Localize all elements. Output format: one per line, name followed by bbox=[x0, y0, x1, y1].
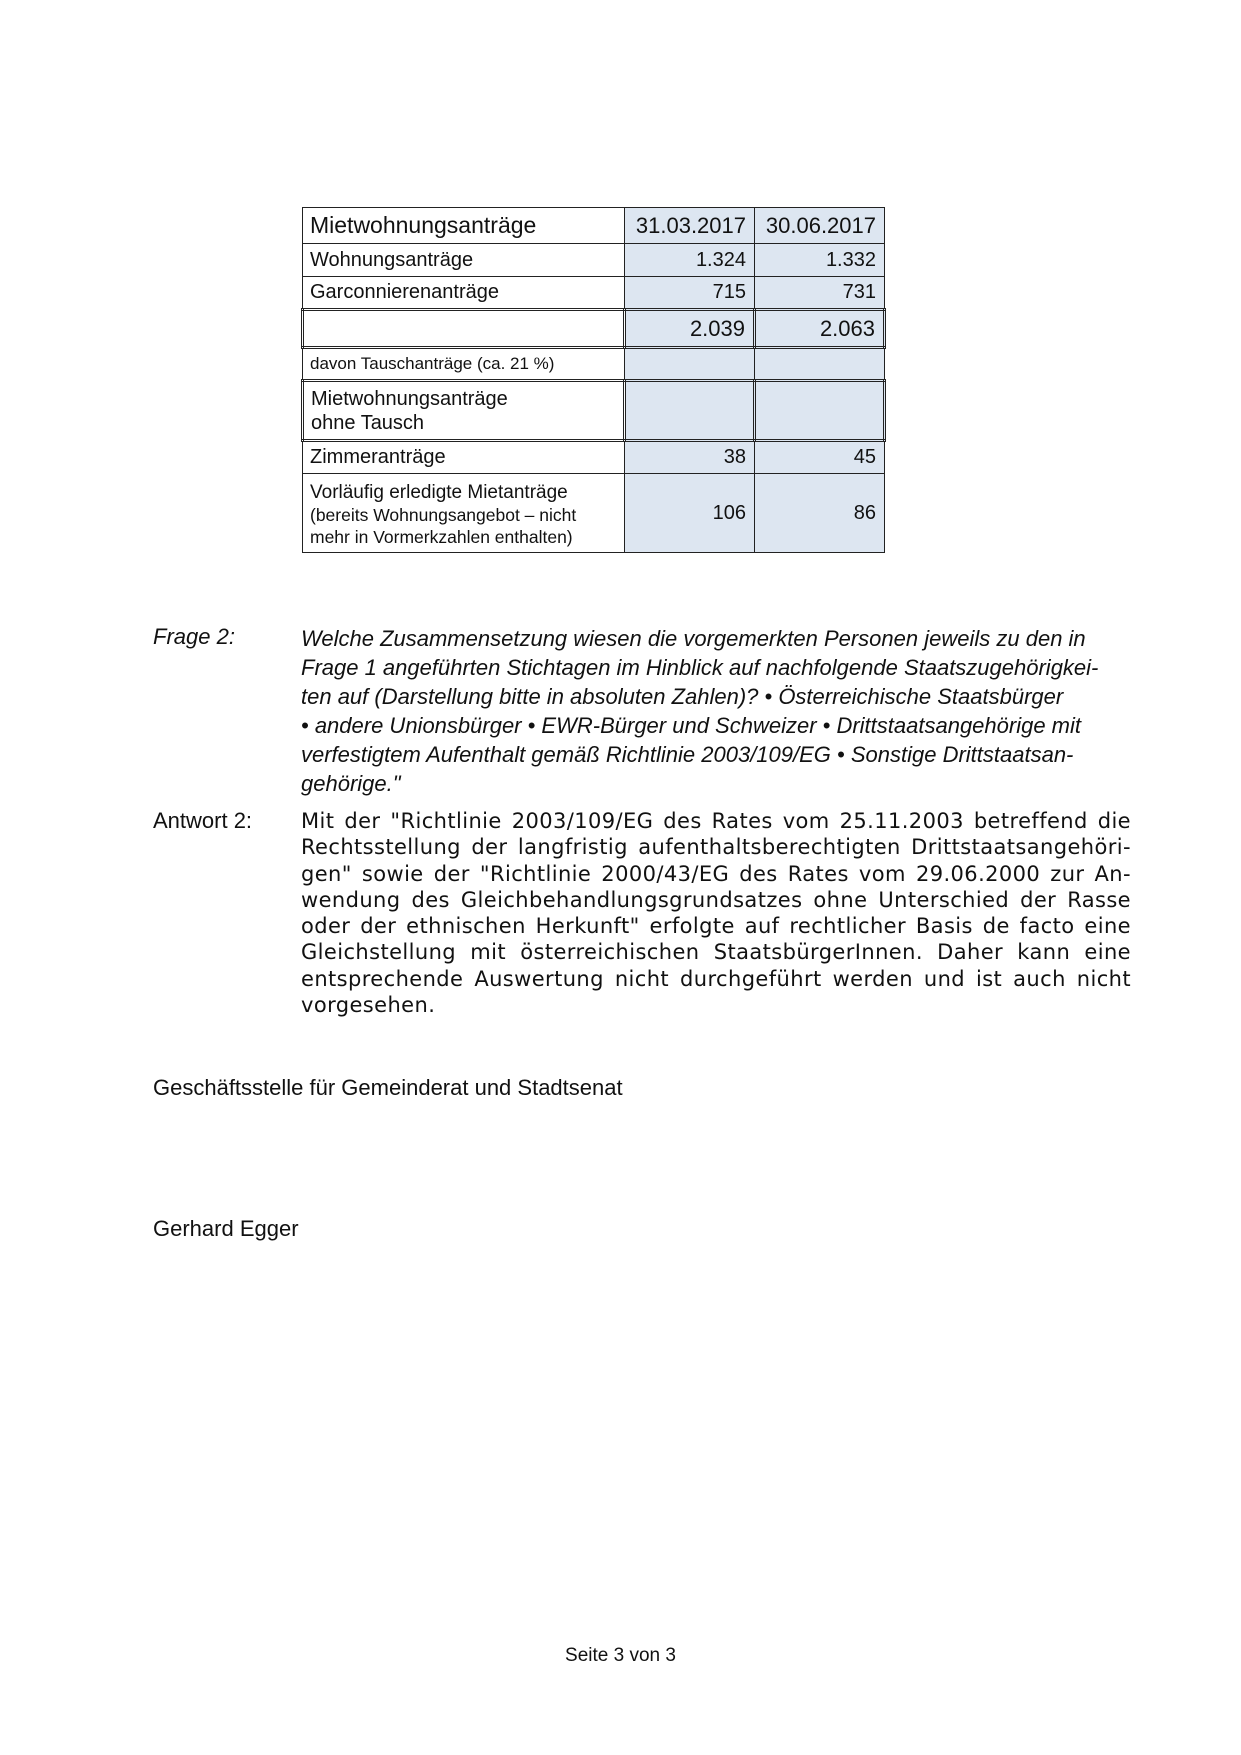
question-line: Welche Zusammensetzung wiesen die vorgemerkten Personen jeweils zu den in bbox=[301, 626, 1086, 651]
row-value-2: 1.332 bbox=[755, 244, 885, 277]
row-label-line: (bereits Wohnungsangebot – nicht bbox=[310, 504, 577, 525]
row-label: Zimmeranträge bbox=[303, 441, 625, 474]
row-value-2: 731 bbox=[755, 277, 885, 310]
table-row bbox=[303, 277, 885, 310]
row-label-line: ohne Tausch bbox=[311, 411, 425, 434]
answer-label: Antwort 2: bbox=[153, 808, 253, 833]
row-label bbox=[303, 310, 625, 348]
row-value-2 bbox=[755, 348, 885, 381]
table-row-total bbox=[303, 310, 885, 348]
question-label: Frage 2: bbox=[153, 624, 235, 649]
header-label: Mietwohnungsanträge bbox=[303, 208, 625, 244]
applications-table bbox=[301, 207, 886, 553]
row-value-2 bbox=[755, 381, 885, 441]
question-line: ten auf (Darstellung bitte in absoluten Zahlen)? • Österreichische Staatsbürger bbox=[301, 684, 1064, 709]
table-row bbox=[303, 244, 885, 277]
question-line: gehörige." bbox=[301, 771, 401, 796]
row-value-2: 2.063 bbox=[755, 310, 885, 348]
row-label: davon Tauschanträge (ca. 21 %) bbox=[303, 348, 625, 381]
header-date-1: 31.03.2017 bbox=[625, 208, 755, 244]
table-header-row bbox=[303, 208, 885, 244]
row-value-1: 1.324 bbox=[625, 244, 755, 277]
row-value-1: 106 bbox=[625, 474, 755, 553]
row-label-line: Vorläufig erledigte Mietanträge bbox=[310, 481, 568, 503]
row-value-2: 45 bbox=[755, 441, 885, 474]
question-line: • andere Unionsbürger • EWR-Bürger und Schweizer • Drittstaatsangehörige mit bbox=[301, 713, 1082, 738]
question-text bbox=[301, 624, 1131, 798]
table-row bbox=[303, 474, 885, 553]
row-label-line: Mietwohnungsanträge bbox=[311, 387, 508, 410]
row-value-1: 715 bbox=[625, 277, 755, 310]
table-row bbox=[303, 441, 885, 474]
question-line: Frage 1 angeführten Stichtagen im Hinblick auf nachfolgende Staatszugehörigkei- bbox=[301, 655, 1099, 680]
question-line: verfestigtem Aufenthalt gemäß Richtlinie 2003/109/EG • Sonstige Drittstaatsan- bbox=[301, 742, 1074, 767]
row-value-2: 86 bbox=[755, 474, 885, 553]
row-label: Wohnungsanträge bbox=[303, 244, 625, 277]
page-number: Seite 3 von 3 bbox=[565, 1645, 676, 1666]
row-value-1 bbox=[625, 348, 755, 381]
signature-name: Gerhard Egger bbox=[153, 1216, 299, 1241]
header-date-2: 30.06.2017 bbox=[755, 208, 885, 244]
row-label: Garconnierenanträge bbox=[303, 277, 625, 310]
row-value-1: 38 bbox=[625, 441, 755, 474]
row-label bbox=[303, 474, 625, 553]
answer-text: Mit der "Richtlinie 2003/109/EG des Rates vom 25.11.2003 betreffend die Rechtsstellung der langfristig aufenthaltsberechtigten Drittstaatsangehöri-gen" sowie der "Richtlinie 2000/43/EG des Rates vom 29.06.2000 zur An-wendung des Gleichbehandlungsgrundsatzes ohne Unterschied der Rasse oder der ethnischen Herkunft" erfolgte auf rechtlicher Basis de facto eine Gleichstellung mit österreichischen StaatsbürgerInnen. Daher kann eine entsprechende Auswertung nicht durchgeführt werden und ist auch nicht vorgesehen. bbox=[301, 809, 1131, 1018]
row-value-1 bbox=[625, 381, 755, 441]
table-row bbox=[303, 348, 885, 381]
row-label bbox=[303, 381, 625, 441]
row-value-1: 2.039 bbox=[625, 310, 755, 348]
table-row bbox=[303, 381, 885, 441]
row-label-line: mehr in Vormerkzahlen enthalten) bbox=[310, 526, 573, 547]
signature-office: Geschäftsstelle für Gemeinderat und Stadtsenat bbox=[153, 1075, 623, 1100]
